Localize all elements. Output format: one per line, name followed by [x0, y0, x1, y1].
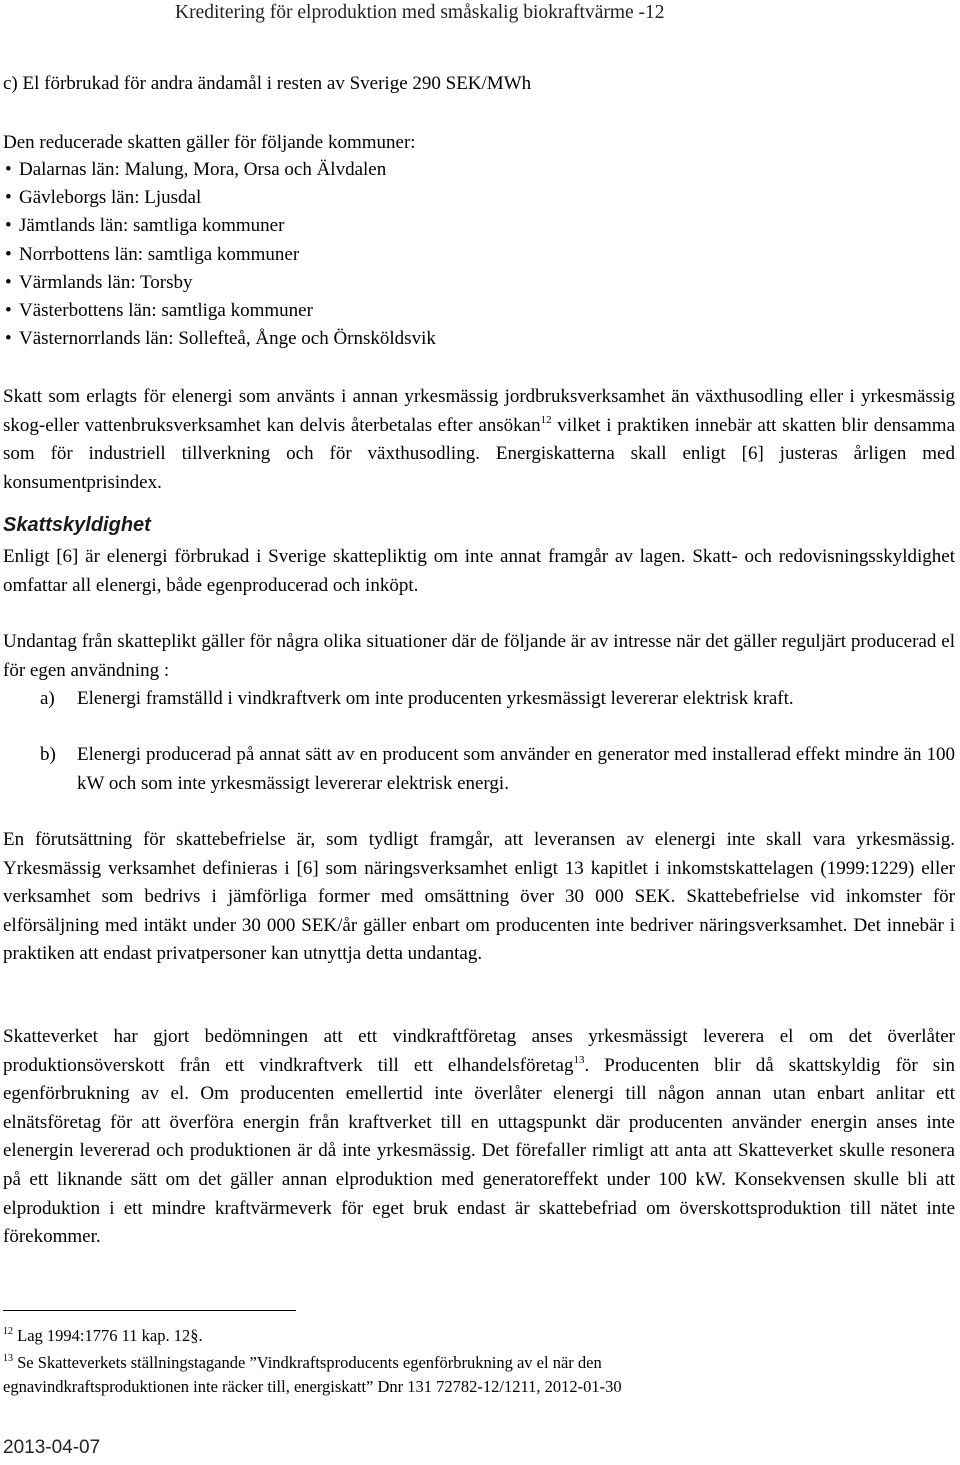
item-text: Elenergi producerad på annat sätt av en producent som använder en generator med installerad effekt mindre än 100 kW och som inte yrkesmässigt levererar elektrisk energi. [77, 744, 955, 794]
footnote-ref: 12 [540, 413, 552, 426]
paragraph-text: Skatt som erlagts för elenergi som använts i annan yrkesmässig jordbruksverksamhet än växthusodling eller i yrkesmässig skog-eller vattenbruksverksamhet kan delvis återbetalas efter ansökan [3, 386, 955, 436]
bullet-icon: • [5, 328, 12, 349]
list-item [5, 270, 193, 296]
lettered-item-a [0, 685, 955, 714]
list-item-text: Västernorrlands län: Sollefteå, Ånge och Örnsköldsvik [19, 328, 436, 349]
footnote-number: 12 [3, 1326, 13, 1337]
footnote-text: Lag 1994:1776 11 kap. 12§. [13, 1326, 203, 1345]
list-item [5, 326, 436, 352]
list-item [5, 298, 313, 324]
footnote-divider [3, 1310, 296, 1311]
item-label: a) [40, 688, 55, 709]
list-item-text: Värmlands län: Torsby [19, 272, 193, 293]
paragraph-undantag [3, 628, 955, 685]
list-item [5, 185, 201, 211]
footnote-13 [3, 1350, 602, 1376]
lettered-item-b [0, 741, 955, 798]
footnote-number: 13 [3, 1353, 13, 1364]
list-item-text: Norrbottens län: samtliga kommuner [19, 244, 300, 265]
section-heading: Skattskyldighet [3, 514, 151, 536]
footnote-12 [3, 1323, 203, 1349]
paragraph-text: Enligt [6] är elenergi förbrukad i Sverige skattepliktig om inte annat framgår av lagen. Skatt- och redovisningsskyldighet omfattar all elenergi, både egenproducerad och inköpt. [3, 546, 955, 596]
paragraph-text: Undantag från skatteplikt gäller för några olika situationer där de följande är av intresse när det gäller reguljärt producerad el för egen användning : [3, 631, 955, 681]
list-item-text: Gävleborgs län: Ljusdal [19, 187, 202, 208]
running-header: Kreditering för elproduktion med småskalig biokraftvärme -12 [175, 2, 665, 23]
item-label: b) [40, 744, 56, 765]
paragraph-text: vilket i praktiken innebär att skatten blir densamma som för industriell tillverkning och för växthusodling. Energiskatterna skall enligt [6] justeras årligen med konsumentprisindex. [3, 414, 955, 493]
item-text: Elenergi framställd i vindkraftverk om inte producenten yrkesmässigt levererar elektrisk kraft. [77, 688, 794, 709]
list-item-text: Dalarnas län: Malung, Mora, Orsa och Älvdalen [19, 159, 387, 180]
list-item-text: Jämtlands län: samtliga kommuner [19, 215, 285, 236]
bullet-icon: • [5, 300, 12, 321]
paragraph-text: En förutsättning för skattebefrielse är, som tydligt framgår, att leveransen av elenergi inte skall vara yrkesmässig. Yrkesmässig verksamhet definieras i [6] som näringsverksamhet enligt 13 kapitlet i inkomstskattelagen (1999:1229) eller verksamhet som bedrivs i jämförliga former med omsättning över 30 000 SEK. Skattebefrielse vid inkomster för elförsäljning med intäkt under 30 000 SEK/år gäller enbart om producenten inte bedriver näringsverksamhet. Det innebär i praktiken att endast privatpersoner kan utnyttja detta undantag. [3, 829, 955, 965]
paragraph-text: Skatteverket har gjort bedömningen att ett vindkraftföretag anses yrkesmässigt leverera el om det överlåter produktionsöverskott från ett vindkraftverk till ett elhandelsföretag [3, 1026, 955, 1076]
bullet-icon: • [5, 159, 12, 180]
bullet-icon: • [5, 244, 12, 265]
paragraph-enligt [3, 543, 955, 600]
paragraph-forutsattning [3, 826, 955, 969]
footnote-ref: 13 [573, 1053, 585, 1066]
bullet-icon: • [5, 272, 12, 293]
paragraph-text: . Producenten blir då skattskyldig för sin egenförbrukning av el. Om producenten emellertid inte överlåter elenergi till någon annan utan enbart anlitar ett elnätsföretag för att överföra energin från kraftverket till en uttagspunkt där producenten använder energin anses inte elenergin levererad och produktionen är då inte yrkesmässig. Det förefaller rimligt att anta att Skatteverket skulle resonera på ett liknande sätt om det gäller annan elproduktion med generatoreffekt under 100 kW. Konsekvensen skulle bli att elproduktion i ett mindre kraftvärmeverk för eget bruk endast är skattebefriad om överskottsproduktion till nätet inte förekommer. [3, 1054, 955, 1248]
list-item [5, 242, 299, 268]
list-item-text: Västerbottens län: samtliga kommuner [19, 300, 313, 321]
footer-date: 2013-04-07 [3, 1437, 101, 1458]
list-item [5, 213, 284, 239]
footnote-text: Se Skatteverkets ställningstagande ”Vindkraftsproducents egenförbrukning av el när den [13, 1353, 602, 1372]
paragraph-skatteverket [3, 1023, 955, 1252]
footnote-13-cont [3, 1374, 622, 1400]
intro-line: Den reducerade skatten gäller för följande kommuner: [3, 132, 416, 153]
bullet-icon: • [5, 215, 12, 236]
list-item [5, 157, 386, 183]
footnote-text: egnavindkraftsproduktionen inte räcker till, energiskatt” Dnr 131 72782-12/1211, 2012-01-30 [3, 1377, 622, 1396]
paragraph-skatt [3, 383, 955, 497]
bullet-icon: • [5, 187, 12, 208]
item-c-line: c) El förbrukad för andra ändamål i resten av Sverige 290 SEK/MWh [3, 73, 532, 94]
